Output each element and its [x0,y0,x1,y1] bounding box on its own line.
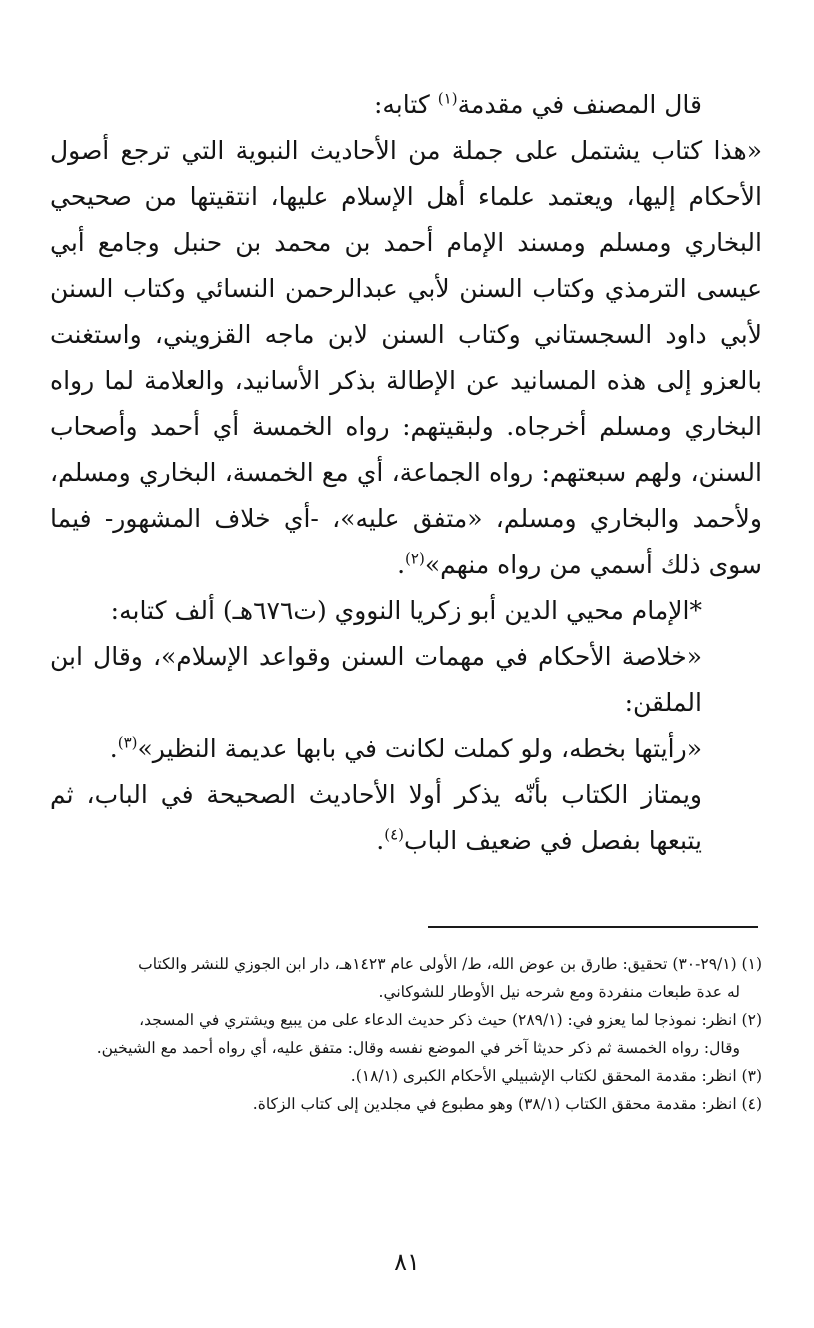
footnote-ref-1: (١) [437,89,458,108]
intro-text: قال المصنف في مقدمة [457,90,702,119]
ibn-mulaqqin-text: «رأيتها بخطه، ولو كملت لكانت في بابها عديمة النظير» [137,734,702,763]
quote-paragraph [50,128,762,588]
main-text [50,82,762,864]
features-paragraph [50,772,762,864]
footnote-ref-3: (٣) [117,733,138,752]
quote-end: . [397,550,406,579]
features-text: ويمتاز الكتاب بأنّه يذكر أولا الأحاديث الصحيحة في الباب، ثم يتبعها بفصل في ضعيف الباب [50,780,702,855]
footnote-4: (٤) انظر: مقدمة محقق الكتاب (٣٨/١) وهو مطبوع في مجلدين إلى كتاب الزكاة. [252,1095,762,1113]
page-number: ٨١ [394,1248,420,1276]
footnotes [50,950,762,1118]
footnote-ref-2: (٢) [405,549,425,568]
footnote-1-line-1: (١) (٢٩/١-٣٠) تحقيق: طارق بن عوض الله، ط/ الأولى عام ١٤٢٣هـ، دار ابن الجوزي للنشر والكتاب [138,955,762,973]
intro-paragraph [50,82,762,128]
khulasa-paragraph: «خلاصة الأحكام في مهمات السنن وقواعد الإسلام»، وقال ابن الملقن: [50,642,702,717]
ibn-mulaqqin-quote [50,726,762,772]
ibn-mulaqqin-end: . [109,734,118,763]
features-end: . [376,826,385,855]
footnote-ref-4: (٤) [384,825,404,844]
footnote-separator [428,926,758,928]
footnote-1-line-2: له عدة طبعات منفردة ومع شرحه نيل الأوطار للشوكاني. [378,983,740,1001]
footnote-3: (٣) انظر: مقدمة المحقق لكتاب الإشبيلي الأحكام الكبرى (١٨/١). [350,1067,762,1085]
footnote-2-line-1: (٢) انظر: نموذجا لما يعزو في: (٢٨٩/١) حيث ذكر حديث الدعاء على من يبيع ويشتري في المسجد، [139,1011,762,1029]
intro-text-end: كتابه: [373,90,438,119]
quote-text: «هذا كتاب يشتمل على جملة من الأحاديث النبوية التي ترجع أصول الأحكام إليها، ويعتمد علماء أهل الإسلام عليها، انتقيتها من صحيحي البخاري ومسلم ومسند الإمام أحمد بن محمد بن حنبل وجامع أبي عيسى الترمذي وكتاب السنن لأبي عبدالرحمن النسائي وكتاب السنن لأبي داود السجستاني وكتاب السنن لابن ماجه القزويني، واستغنت بالعزو إلى هذه المسانيد عن الإطالة بذكر الأسانيد، والعلامة لما رواه البخاري ومسلم أخرجاه. ولبقيتهم: رواه الخمسة أي أحمد وأصحاب السنن، ولهم سبعتهم: رواه الجماعة، أي مع الخمسة، البخاري ومسلم، ولأحمد والبخاري ومسلم، «متفق عليه»، -أي خلاف المشهور- فيما سوى ذلك أسمي من رواه منهم» [50,136,762,579]
footnote-2-line-2: وقال: رواه الخمسة ثم ذكر حديثا آخر في الموضع نفسه وقال: متفق عليه، أي رواه أحمد مع الشيخين. [96,1039,740,1057]
nawawi-paragraph: *الإمام محيي الدين أبو زكريا النووي (ت٦٧٦هـ) ألف كتابه: [110,596,702,625]
